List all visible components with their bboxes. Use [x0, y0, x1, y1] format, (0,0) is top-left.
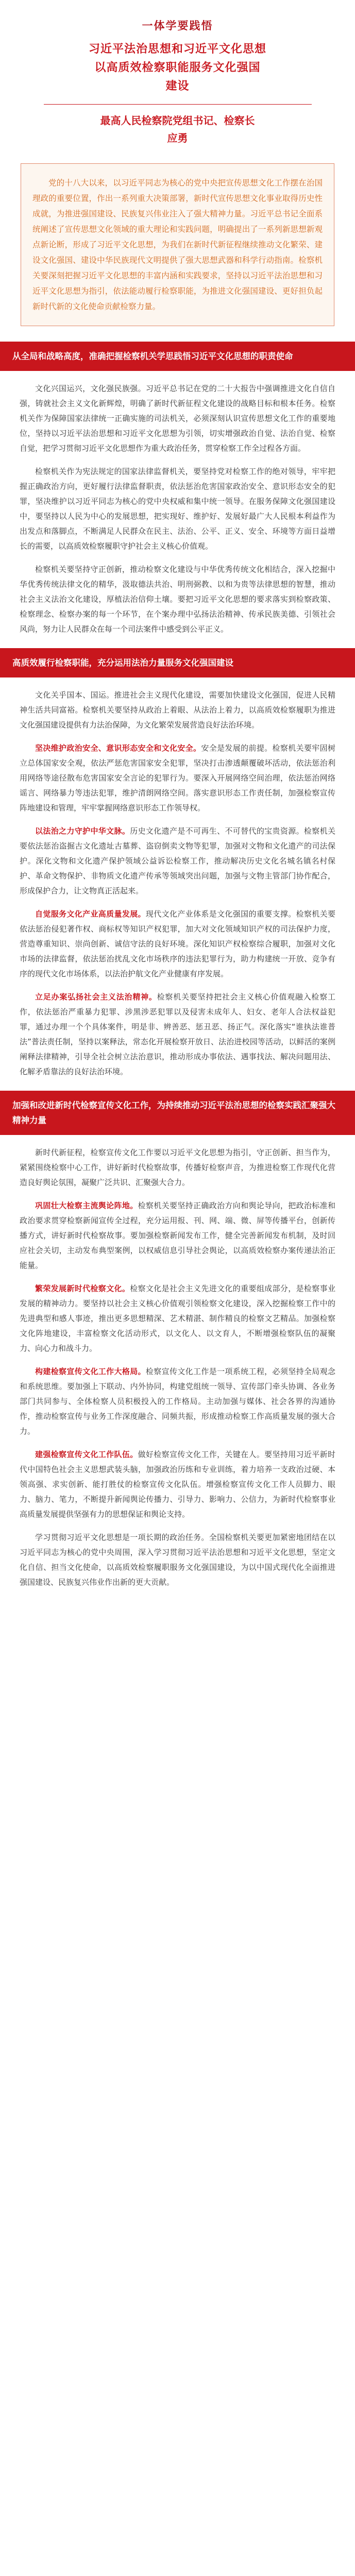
paragraph-lead: 自觉服务文化产业高质量发展。 — [35, 909, 146, 919]
paragraph-text: 新时代新征程，检察宣传文化工作要以习近平文化思想为指引，守正创新、担当作为，紧紧围绕检察中心工作，讲好新时代检察故事，传播好检察声音，为推进检察工作现代化营造良好舆论氛围，凝聚广泛共识、汇聚强大合力。 — [20, 1148, 335, 1187]
section-heading: 加强和改进新时代检察宣传文化工作，为持续推动习近平法治思想的检察实践汇聚强大精神力量 — [0, 1091, 355, 1135]
section-body — [0, 1145, 355, 1590]
paragraph-lead: 建强检察宣传文化工作队伍。 — [35, 1450, 138, 1459]
paragraph-text: 文化兴国运兴，文化强民族强。习近平总书记在党的二十大报告中强调推进文化自信自强，铸就社会主义文化新辉煌，明确了新时代新征程文化建设的战略目标和根本任务。检察机关作为保障国家法律统一正确实施的司法机关，必须深刻认识宣传思想文化工作的重要地位，坚持以习近平法治思想和习近平文化思想为引领，切实增强政治自觉、法治自觉、检察自觉，把学习贯彻习近平文化思想作为重大政治任务，贯穿检察工作全过程各方面。 — [20, 384, 335, 453]
paragraph-text: 检察机关作为宪法规定的国家法律监督机关，要坚持党对检察工作的绝对领导，牢牢把握正确政治方向，更好履行法律监督职责，依法惩治危害国家政治安全、意识形态安全的犯罪，坚决维护以习近平同志为核心的党中央权威和集中统一领导。在服务保障文化强国建设中，要坚持以人民为中心的发展思想，把实现好、维护好、发展好最广大人民根本利益作为出发点和落脚点，不断满足人民群众在民主、法治、公平、正义、安全、环境等方面日益增长的需要，以高质效检察履职守护社会主义核心价值观。 — [20, 467, 335, 551]
paragraph-lead: 坚决维护政治安全、意识形态安全和文化安全。 — [35, 743, 201, 753]
paragraph-text: 做好检察宣传文化工作，关键在人。要坚持用习近平新时代中国特色社会主义思想武装头脑，加强政治历练和专业训练，着力培养一支政治过硬、本领高强、求实创新、能打胜仗的检察宣传文化队伍。增强检察宣传文化工作人员脚力、眼力、脑力、笔力，不断提升新闻舆论传播力、引导力、影响力、公信力，为新时代检察事业高质量发展提供坚强有力的思想保证和舆论支持。 — [20, 1450, 335, 1519]
paragraph-text: 检察机关要坚持把社会主义核心价值观融入检察工作，依法惩治严重暴力犯罪、涉黑涉恶犯罪以及侵害未成年人、妇女、老年人合法权益犯罪，通过办理一个个具体案件，明是非、辨善恶、惩丑恶、扬正气。深化落实“谁执法谁普法”普法责任制，坚持以案释法，常态化开展检察开放日、法治进校园等活动，以鲜活的案例阐释法律精神，引导全社会树立法治意识，推动形成办事依法、遇事找法、解决问题用法、化解矛盾靠法的良好法治环境。 — [20, 992, 335, 1076]
series-title: 一体学要践悟 — [142, 20, 213, 32]
paragraph-text: 现代文化产业体系是文化强国的重要支撑。检察机关要依法惩治侵犯著作权、商标权等知识产权犯罪，加大对文化领域知识产权的司法保护力度，营造尊重知识、崇尚创新、诚信守法的良好环境。深化知识产权检察综合履职，加强对文化市场的法律监督，依法惩治扰乱文化市场秩序的违法犯罪行为，助力构建统一开放、竞争有序的现代文化市场体系，以法治护航文化产业健康有序发展。 — [20, 909, 335, 978]
body-paragraph — [20, 464, 335, 554]
body-paragraph — [20, 990, 335, 1079]
body-paragraph — [20, 688, 335, 733]
article-title-line-1: 习近平法治思想和习近平文化思想 — [88, 43, 266, 56]
paragraph-text: 检察机关要坚持守正创新，推动检察文化建设与中华优秀传统文化相结合，深入挖掘中华优秀传统法律文化的精华，汲取德法共治、明刑弼教、以和为贵等法律思想的智慧，推动社会主义法治文化建设，厚植法治信仰土壤。要把习近平文化思想的要求落实到检察政策、检察理念、检察办案的每一个环节，在个案办理中弘扬法治精神、传承民族美德、引领社会风尚，努力让人民群众在每一个司法案件中感受到公平正义。 — [20, 565, 335, 634]
body-paragraph — [20, 907, 335, 981]
body-paragraph — [20, 1198, 335, 1273]
intro-box — [21, 163, 334, 326]
paragraph-lead: 繁荣发展新时代检察文化。 — [35, 1284, 130, 1293]
paragraph-lead: 巩固壮大检察主流舆论阵地。 — [35, 1201, 138, 1210]
author-name: 应勇 — [167, 132, 188, 144]
article-title-line-2: 以高质效检察职能服务文化强国 — [94, 61, 261, 74]
header-divider — [44, 104, 312, 105]
body-paragraph — [20, 1281, 335, 1356]
body-paragraph — [20, 381, 335, 456]
paragraph-text: 学习贯彻习近平文化思想是一项长期的政治任务。全国检察机关要更加紧密地团结在以习近平同志为核心的党中央周围，深入学习贯彻习近平法治思想和习近平文化思想，坚定文化自信、担当文化使命，以高质效检察履职服务文化强国建设，为以中国式现代化全面推进强国建设、民族复兴伟业作出新的更大贡献。 — [20, 1533, 335, 1587]
body-paragraph — [20, 562, 335, 637]
paragraph-text: 检察宣传文化工作是一项系统工程，必须坚持全局观念和系统思维。要加强上下联动、内外协同，构建党组统一领导、宣传部门牵头协调、各业务部门共同参与、全体检察人员积极投入的工作格局。主动加强与媒体、社会各界的沟通协作，推动检察宣传与业务工作深度融合、同频共振，形成推动检察工作高质量发展的强大合力。 — [20, 1367, 335, 1436]
article-title-line-3: 建设 — [165, 80, 190, 93]
paragraph-text: 检察机关要坚持正确政治方向和舆论导向，把政治标准和政治要求贯穿检察新闻宣传全过程，充分运用报、刊、网、端、微、屏等传播平台，创新传播方式，讲好新时代检察故事。要加强检察新闻发布工作，健全完善新闻发布机制，及时回应社会关切，主动发布典型案例，以权威信息引导社会舆论，以高质效检察办案传递法治正能量。 — [20, 1201, 335, 1270]
paragraph-text: 文化关乎国本、国运。推进社会主义现代化建设，需要加快建设文化强国，促进人民精神生活共同富裕。检察机关要坚持从政治上着眼、从法治上着力，以高质效检察履职为推进文化强国建设提供有力法治保障，为文化繁荣发展营造良好法治环境。 — [20, 690, 335, 730]
body-paragraph — [20, 1364, 335, 1439]
section-body — [0, 381, 355, 637]
paragraph-text: 检察文化是社会主义先进文化的重要组成部分，是检察事业发展的精神动力。要坚持以社会主义核心价值观引领检察文化建设，深入挖掘检察工作中的先进典型和感人事迹，推出更多思想精深、艺术精湛、制作精良的检察文艺精品。加强检察文化阵地建设，丰富检察文化活动形式，以文化人、以文育人，不断增强检察队伍的凝聚力、向心力和战斗力。 — [20, 1284, 335, 1353]
article-header — [0, 0, 355, 157]
author-title: 最高人民检察院党组书记、检察长 — [100, 114, 255, 127]
body-paragraph — [20, 741, 335, 816]
intro-text: 党的十八大以来，以习近平同志为核心的党中央把宣传思想文化工作摆在治国理政的重要位置，作出一系列重大决策部署，新时代宣传思想文化事业取得历史性成就，为推进强国建设、民族复兴伟业注入了强大精神力量。习近平总书记全面系统阐述了宣传思想文化领域的重大理论和实践问题，明确提出了一系列新思想新观点新论断，形成了习近平文化思想，为我们在新时代新征程继续推动文化繁荣、建设文化强国、建设中华民族现代文明提供了强大思想武器和科学行动指南。检察机关要深刻把握习近平文化思想的丰富内涵和实践要求，坚持以习近平法治思想和习近平文化思想为指引，依法能动履行检察职能，为推进文化强国建设、更好担负起新时代新的文化使命贡献检察力量。 — [32, 178, 323, 311]
body-paragraph — [20, 1530, 335, 1590]
paragraph-text: 安全是发展的前提。检察机关要牢固树立总体国家安全观，依法严惩危害国家安全犯罪，坚决打击渗透颠覆破坏活动，依法惩治利用网络等途径散布危害国家安全言论的犯罪行为。要深入开展网络空间治理，依法惩治网络谣言、网络暴力等违法犯罪，维护清朗网络空间。落实意识形态工作责任制，加强检察宣传阵地建设和管理，牢牢掌握网络意识形态工作领导权。 — [20, 743, 335, 812]
body-paragraph — [20, 1447, 335, 1522]
paragraph-lead: 以法治之力守护中华文脉。 — [35, 826, 130, 836]
body-paragraph — [20, 824, 335, 899]
body-paragraph — [20, 1145, 335, 1190]
paragraph-lead: 立足办案弘扬社会主义法治精神。 — [35, 992, 157, 1002]
section-body — [0, 688, 355, 1079]
article-sections — [0, 342, 355, 1590]
paragraph-lead: 构建检察宣传文化工作大格局。 — [35, 1367, 146, 1376]
paragraph-text: 历史文化遗产是不可再生、不可替代的宝贵资源。检察机关要依法惩治盗掘古文化遗址古墓葬、盗窃倒卖文物等犯罪，加强对文物和文化遗产的司法保护。深化文物和文化遗产保护领域公益诉讼检察工作，推动解决历史文化名城名镇名村保护、革命文物保护、非物质文化遗产传承等领域突出问题，加强与文物主管部门协作配合，形成保护合力，让文物真正活起来。 — [20, 826, 335, 895]
section-heading: 高质效履行检察职能，充分运用法治力量服务文化强国建设 — [0, 648, 355, 677]
section-heading: 从全局和战略高度，准确把握检察机关学思践悟习近平文化思想的职责使命 — [0, 342, 355, 371]
